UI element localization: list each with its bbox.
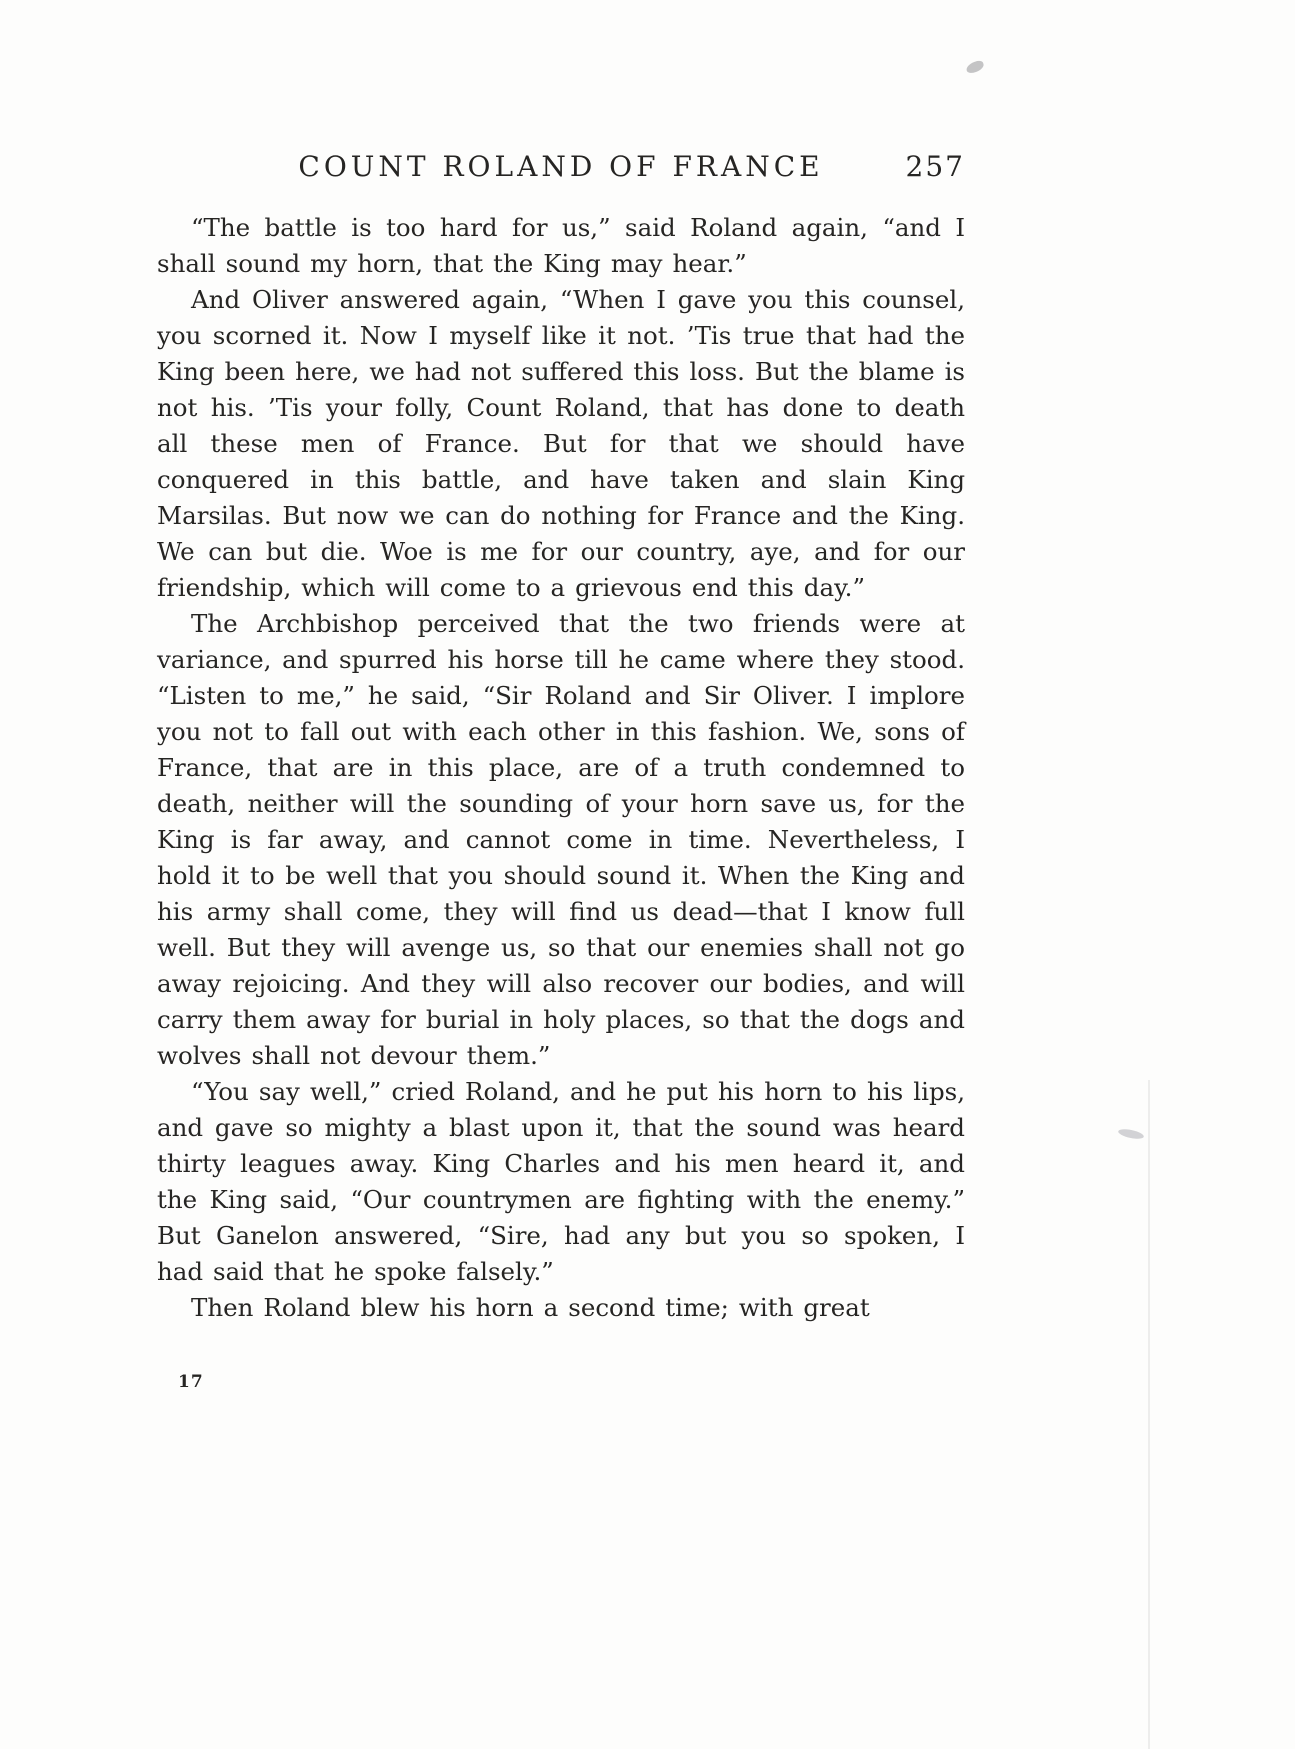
paragraph-2: And Oliver answered again, “When I gave you this counsel, you scorned it. Now I myself like it not. ’Tis true that had the King been here, we had not suffered this loss. But the blame is not his. ’Tis your folly, Count Roland, that has done to death all these men of France. But for that we should have conquered in this battle, and have taken and slain King Marsilas. But now we can do nothing for France and the King. We can but die. Woe is me for our country, aye, and for our friendship, which will come to a grievous end this day.”	[157, 285, 965, 602]
page-number: 257	[905, 150, 965, 183]
page-body	[157, 210, 965, 1326]
paragraph-1: “The battle is too hard for us,” said Roland again, “and I shall sound my horn, that the King may hear.”	[157, 213, 965, 278]
page-title: COUNT ROLAND OF FRANCE	[298, 150, 824, 183]
scan-speck-icon	[965, 59, 985, 75]
paragraph-5: Then Roland blew his horn a second time; with great	[191, 1293, 870, 1322]
signature-mark: 17	[178, 1372, 204, 1392]
scan-edge-artifact	[1148, 1080, 1150, 1749]
running-header	[157, 150, 965, 194]
paragraph-4: “You say well,” cried Roland, and he put his horn to his lips, and gave so mighty a blast upon it, that the sound was heard thirty leagues away. King Charles and his men heard it, and the King said, “Our countrymen are fighting with the enemy.” But Ganelon answered, “Sire, had any but you so spoken, I had said that he spoke falsely.”	[157, 1077, 965, 1286]
paragraph-3: The Archbishop perceived that the two friends were at variance, and spurred his horse till he came where they stood. “Listen to me,” he said, “Sir Roland and Sir Oliver. I implore you not to fall out with each other in this fashion. We, sons of France, that are in this place, are of a truth condemned to death, neither will the sounding of your horn save us, for the King is far away, and cannot come in time. Nevertheless, I hold it to be well that you should sound it. When the King and his army shall come, they will find us dead—that I know full well. But they will avenge us, so that our enemies shall not go away rejoicing. And they will also recover our bodies, and will carry them away for burial in holy places, so that the dogs and wolves shall not devour them.”	[157, 609, 965, 1070]
scan-speck-icon	[1117, 1127, 1144, 1140]
text-column	[157, 150, 965, 1326]
